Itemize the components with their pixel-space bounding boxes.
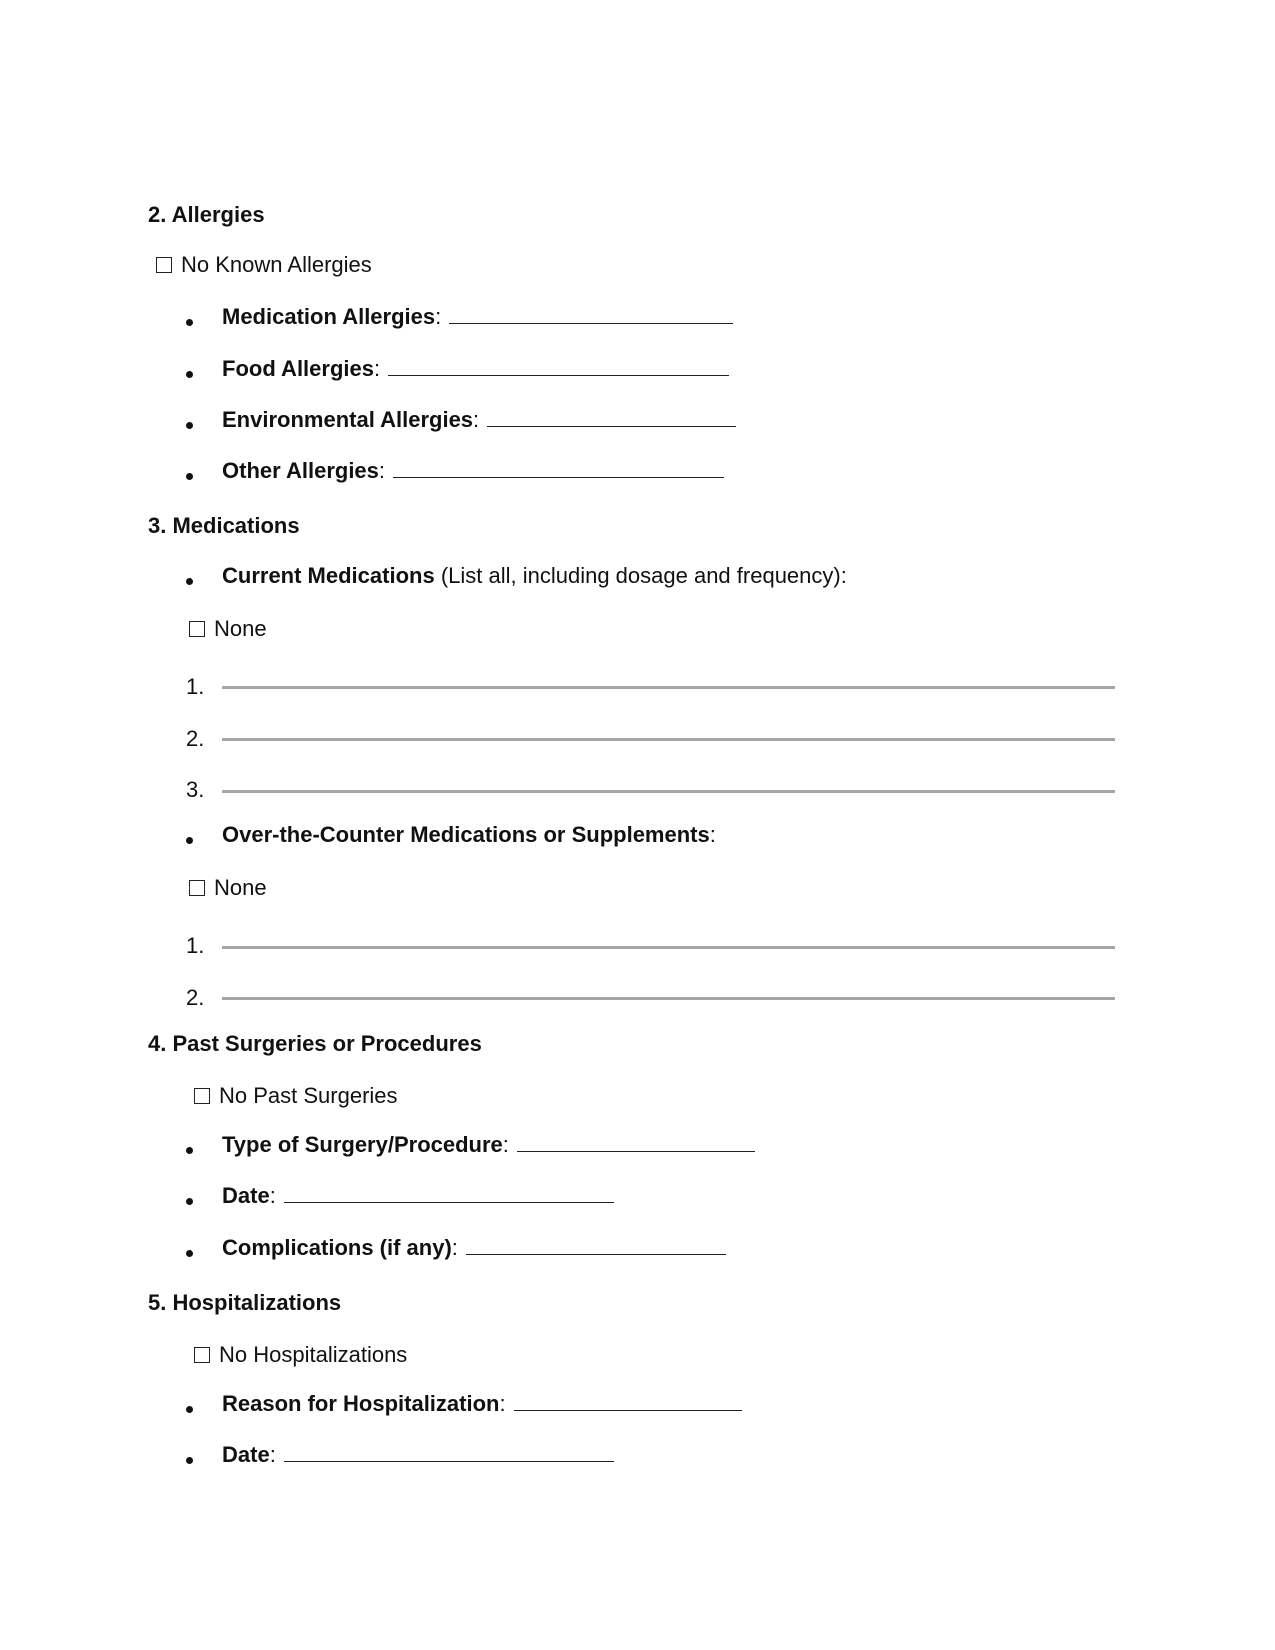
hospitalization-date-field: Date: xyxy=(222,1442,614,1468)
current-medications-none-option[interactable] xyxy=(189,616,267,642)
otc-none-checkbox[interactable] xyxy=(189,880,205,896)
bullet-icon xyxy=(186,1198,193,1205)
food-allergies-field: Food Allergies: xyxy=(222,356,729,382)
no-known-allergies-label: No Known Allergies xyxy=(181,252,372,277)
otc-medications-prompt: Over-the-Counter Medications or Supplements: xyxy=(222,822,716,847)
current-medication-line-2[interactable] xyxy=(222,738,1115,741)
surgery-date-label: Date xyxy=(222,1183,270,1208)
current-medications-label: Current Medications xyxy=(222,563,435,588)
bullet-icon xyxy=(186,473,193,480)
current-medication-number: 2. xyxy=(186,726,205,751)
otc-medication-number: 2. xyxy=(186,985,205,1010)
hospitalization-date-blank[interactable] xyxy=(284,1443,614,1462)
otc-medication-line-2[interactable] xyxy=(222,997,1115,1000)
no-hospitalizations-option[interactable] xyxy=(194,1342,407,1368)
no-past-surgeries-checkbox[interactable] xyxy=(194,1088,210,1104)
section-heading-surgeries: 4. Past Surgeries or Procedures xyxy=(148,1031,482,1056)
section-heading-hospitalizations: 5. Hospitalizations xyxy=(148,1290,342,1315)
otc-none-option[interactable] xyxy=(189,875,267,901)
surgery-type-label: Type of Surgery/Procedure xyxy=(222,1132,503,1157)
current-medications-none-label: None xyxy=(214,616,267,641)
other-allergies-label: Other Allergies xyxy=(222,458,379,483)
otc-medication-number: 1. xyxy=(186,933,205,958)
bullet-icon xyxy=(186,319,193,326)
other-allergies-blank[interactable] xyxy=(393,459,724,478)
current-medications-note: (List all, including dosage and frequency): xyxy=(434,563,847,588)
food-allergies-blank[interactable] xyxy=(388,357,729,376)
current-medication-number: 1. xyxy=(186,674,205,699)
hospitalization-reason-blank[interactable] xyxy=(514,1392,742,1411)
bullet-icon xyxy=(186,578,193,585)
section-heading-medications: 3. Medications xyxy=(148,513,300,538)
other-allergies-field: Other Allergies: xyxy=(222,458,724,484)
no-hospitalizations-checkbox[interactable] xyxy=(194,1347,210,1363)
bullet-icon xyxy=(186,422,193,429)
current-medications-prompt xyxy=(222,563,847,589)
surgery-type-field: Type of Surgery/Procedure: xyxy=(222,1132,755,1158)
otc-medications-label: Over-the-Counter Medications or Supplements xyxy=(222,822,710,847)
bullet-icon xyxy=(186,371,193,378)
no-hospitalizations-label: No Hospitalizations xyxy=(219,1342,408,1367)
hospitalization-reason-label: Reason for Hospitalization xyxy=(222,1391,500,1416)
environmental-allergies-blank[interactable] xyxy=(487,408,736,427)
surgery-type-blank[interactable] xyxy=(517,1133,755,1152)
environmental-allergies-label: Environmental Allergies xyxy=(222,407,474,432)
otc-medication-line-1[interactable] xyxy=(222,946,1115,949)
current-medication-line-1[interactable] xyxy=(222,686,1115,689)
bullet-icon xyxy=(186,1457,193,1464)
surgery-date-field: Date: xyxy=(222,1183,614,1209)
environmental-allergies-field: Environmental Allergies: xyxy=(222,407,736,433)
section-heading-allergies: 2. Allergies xyxy=(148,202,265,227)
current-medication-line-3[interactable] xyxy=(222,790,1115,793)
complications-field: Complications (if any): xyxy=(222,1235,726,1261)
complications-blank[interactable] xyxy=(466,1236,726,1255)
food-allergies-label: Food Allergies xyxy=(222,356,374,381)
no-known-allergies-checkbox[interactable] xyxy=(156,257,172,273)
complications-label: Complications (if any) xyxy=(222,1235,452,1260)
medication-allergies-blank[interactable] xyxy=(449,305,733,324)
current-medication-number: 3. xyxy=(186,777,205,802)
hospitalization-reason-field: Reason for Hospitalization: xyxy=(222,1391,742,1417)
medication-allergies-field: Medication Allergies: xyxy=(222,304,733,330)
bullet-icon xyxy=(186,1250,193,1257)
no-past-surgeries-option[interactable] xyxy=(194,1083,398,1109)
bullet-icon xyxy=(186,837,193,844)
bullet-icon xyxy=(186,1147,193,1154)
otc-none-label: None xyxy=(214,875,267,900)
bullet-icon xyxy=(186,1406,193,1413)
no-known-allergies-option[interactable] xyxy=(156,252,372,278)
no-past-surgeries-label: No Past Surgeries xyxy=(219,1083,398,1108)
hospitalization-date-label: Date xyxy=(222,1442,270,1467)
medication-allergies-label: Medication Allergies xyxy=(222,304,436,329)
surgery-date-blank[interactable] xyxy=(284,1184,614,1203)
current-medications-none-checkbox[interactable] xyxy=(189,621,205,637)
